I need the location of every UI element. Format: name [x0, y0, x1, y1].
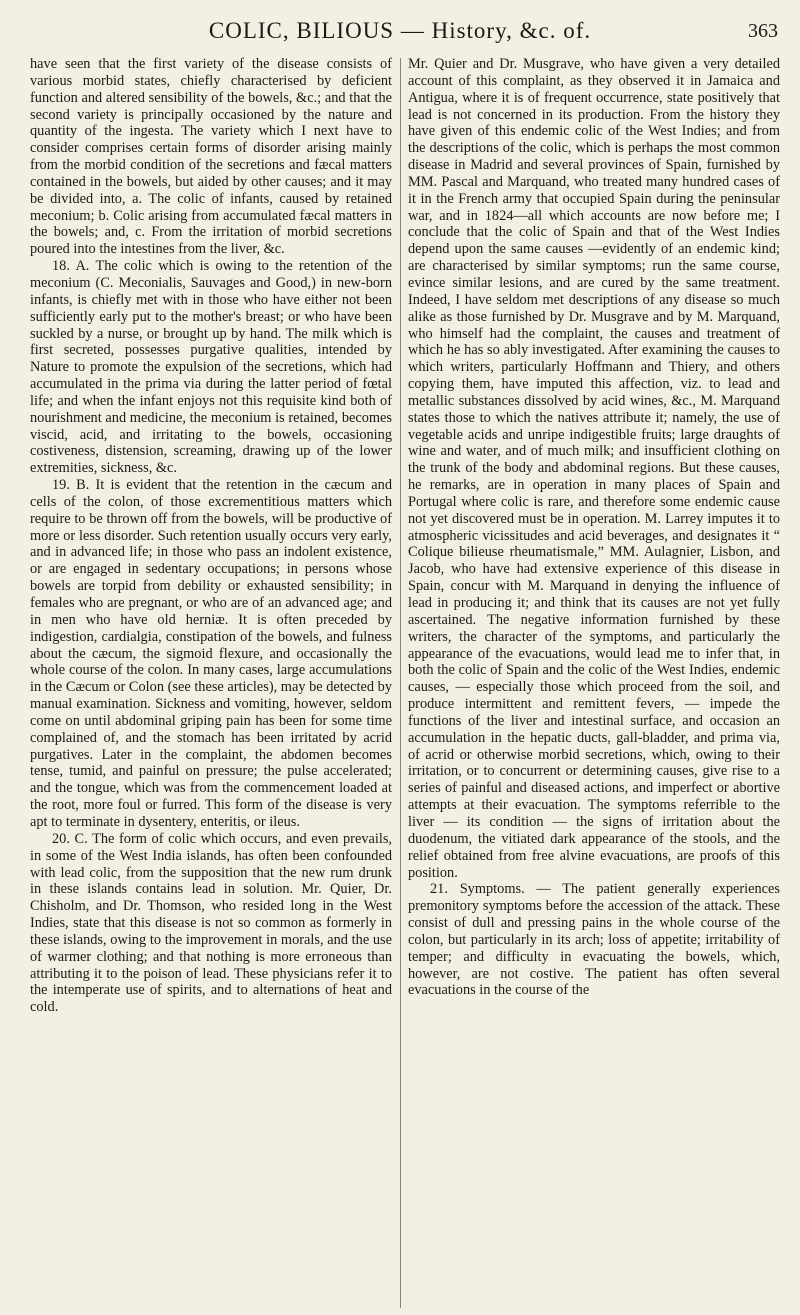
paragraph-right-2: 21. Symptoms. — The patient generally experiences premonitory symptoms before the accession of the attack. These consist of dull and pressing pains in the whole course of the colon, but particularly in its arch; loss of appetite; irritability of temper; and difficulty in evacuating the bowels, which, however, are not costive. The patient has often several evacuations in the course of the: [408, 881, 780, 999]
paragraph-left-2: 18. A. The colic which is owing to the retention of the meconium (C. Meconialis, Sauvages and Good,) in new-born infants, is chiefly met with in those who have either not been sufficiently early put to the mother's breast; or who have been suckled by a nurse, or brought up by hand. The milk which is first secreted, possesses purgative qualities, intended by Nature to promote the expulsion of the secretions, which had accumulated in the prima via during the latter period of fœtal life; and when the infant enjoys not this requisite kind both of nourishment and medicine, the meconium is retained, becomes viscid, acid, and irritating to the bowels, occasioning costiveness, distension, screaming, drawing up of the lower extremities, sickness, &c.: [30, 258, 392, 477]
page-number: 363: [748, 20, 778, 42]
right-column: [408, 56, 780, 1311]
paragraph-left-4: 20. C. The form of colic which occurs, and even prevails, in some of the West India islands, has often been confounded with lead colic, from the supposition that the new rum drunk in these islands contains lead in solution. Mr. Quier, Dr. Chisholm, and Dr. Thomson, who resided long in the West Indies, state that this disease is not so common as formerly in these islands, owing to the improvement in morals, and the use of warmer clothing; and that nothing is more erroneous than attributing it to the poison of lead. These physicians refer it to the intemperate use of spirits, and to alternations of heat and cold.: [30, 830, 392, 1016]
running-header: [0, 8, 800, 54]
paragraph-right-1: Mr. Quier and Dr. Musgrave, who have given a very detailed account of this complaint, as they observed it in Jamaica and Antigua, where it is of frequent occurrence, state positively that lead is not concerned in its production. From the history they have given of this endemic colic of the West Indies; and from the descriptions of the colic, which is perhaps the most common disease in Madrid and several provinces of Spain, furnished by MM. Pascal and Marquand, who treated many hundred cases of it in the French army that occupied Spain during the peninsular war, and in 1824—all which accounts are now before me; I conclude that the colic of Spain and that of the West Indies depend upon the same causes —evidently of an endemic kind; are characterised by similar symptoms; run the same course, evince similar lesions, and are cured by the same treatment. Indeed, I have seldom met descriptions of any disease so much alike as those furnished by Dr. Musgrave and by M. Marquand, who himself had the complaint, the causes and treatment of which he has so ably investigated. After examining the causes to which writers, particularly Hoffmann and Thiery, and others copying them, have imputed this affection, viz. to lead and metallic substances dissolved by acid wines, &c., M. Marquand states those to which the natives attribute it; namely, the use of vegetable acids and unripe indigestible fruits; large draughts of wine and water, and of much milk; and insufficient clothing on the trunk of the body and abdominal regions. But these causes, he remarks, are in operation in many places of Spain and Portugal where colic is rare, and therefore some endemic cause not yet discovered must be in operation. M. Larrey imputes it to atmospheric vicissitudes and acid beverages, and designates it “ Colique bilieuse rheumatismale,” MM. Aulagnier, Lisbon, and Jacob, who have had extensive experience of this disease in Spain, concur with M. Marquand in denying the influence of lead in producing it; and think that its causes are not yet fully ascertained. The negative information furnished by these writers, the character of the symptoms, and particularly the appearance of the evacuations, would lead me to infer that, in both the colic of Spain and the colic of the West Indies, endemic causes, — especially those which proceed from the soil, and produce intermittent and remittent fevers, — impede the functions of the liver and intestinal surface, and occasion an accumulation in the hepatic ducts, gall-bladder, and prima via, of acrid or otherwise morbid secretions, which, owing to their irritation, or to concurrent or determining causes, give rise to a series of painful and diseased actions, and imperfect or abortive attempts at their evacuation. The symptoms referrible to the liver — its condition — the signs of irritation about the duodenum, the vitiated dark appearance of the stools, and the relief obtained from free alvine evacuations, are proofs of this position.: [408, 56, 780, 881]
paragraph-left-1: have seen that the first variety of the disease consists of various morbid states, chiefly characterised by deficient function and altered sensibility of the bowels, &c.; and that the second variety is principally occasioned by the nature and quantity of the ingesta. The variety which I next have to consider comprises certain forms of disorder arising mainly from the morbid condition of the secretions and fæcal matters contained in the bowels, but aided by other causes; and it may be divided into, a. The colic of infants, caused by retained meconium; b. Colic arising from accumulated fæcal matters in the bowels; and, c. From the irritation of morbid secretions poured into the intestines from the liver, &c.: [30, 56, 392, 258]
paragraph-left-3: 19. B. It is evident that the retention in the cæcum and cells of the colon, of those excrementitious matters which require to be thrown off from the bowels, will be productive of more or less disorder. Such retention usually occurs very early, and in advanced life; in those who pass an indolent existence, or are engaged in sedentary occupations; in persons whose bowels are torpid from debility or exhausted sensibility; in females who are pregnant, or who are of an advanced age; and in men who have old herniæ. It is often preceded by indigestion, cardialgia, constipation of the bowels, and fulness about the cæcum, the sigmoid flexure, and occasionally the whole course of the colon. In many cases, large accumulations in the Cæcum or Colon (see these articles), may be detected by manual examination. Sickness and vomiting, however, seldom come on until abdominal griping pain has been for some time complained of, and the stomach has been irritated by acrid purgatives. Later in the complaint, the abdomen becomes tense, tumid, and painful on pressure; the pulse accelerated; and the tongue, which was from the commencement loaded at the root, more foul or furred. This form of the disease is very apt to terminate in dysentery, enteritis, or ileus.: [30, 477, 392, 830]
left-column: [30, 56, 392, 1311]
running-title: COLIC, BILIOUS — History, &c. of.: [208, 18, 592, 43]
column-divider: [400, 58, 401, 1308]
